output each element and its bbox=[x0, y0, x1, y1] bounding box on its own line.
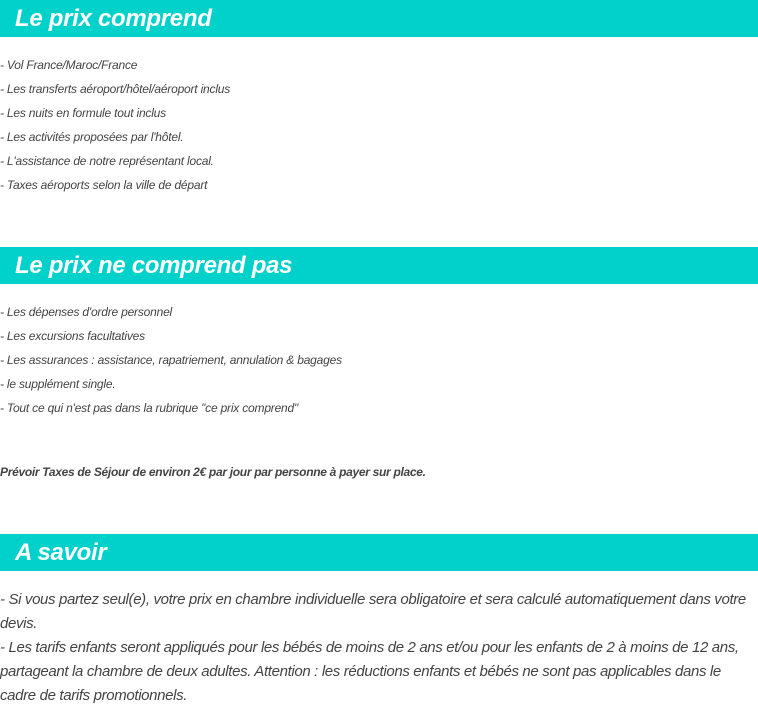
list-item: - Tout ce qui n'est pas dans la rubrique "ce prix comprend" bbox=[0, 401, 299, 415]
list-item: - Taxes aéroports selon la ville de départ bbox=[0, 178, 208, 192]
tourist-tax-note: Prévoir Taxes de Séjour de environ 2€ par jour par personne à payer sur place. bbox=[0, 465, 426, 479]
section-header-prix-comprend bbox=[0, 0, 758, 37]
list-item: - Les transferts aéroport/hôtel/aéroport inclus bbox=[0, 82, 231, 96]
excluded-list bbox=[0, 300, 342, 420]
list-item: - Les nuits en formule tout inclus bbox=[0, 106, 166, 120]
children-rates-info: - Les tarifs enfants seront appliqués pour les bébés de moins de 2 ans et/ou pour les enfants de 2 à moins de 12 ans, partageant la chambre de deux adultes. Attention : les réductions enfants et bébés ne sont pas applicables dans le cadre de tarifs promotionnels. bbox=[0, 639, 739, 704]
list-item: - le supplément single. bbox=[0, 377, 116, 391]
section-title-prix-ne-comprend-pas: Le prix ne comprend pas bbox=[15, 252, 293, 279]
included-list bbox=[0, 53, 230, 197]
list-item: - L'assistance de notre représentant local. bbox=[0, 154, 214, 168]
section-title-prix-comprend: Le prix comprend bbox=[15, 5, 212, 32]
list-item: - Vol France/Maroc/France bbox=[0, 58, 138, 72]
single-room-info: - Si vous partez seul(e), votre prix en chambre individuelle sera obligatoire et sera calculé automatiquement dans votre devis. bbox=[0, 591, 746, 632]
list-item: - Les excursions facultatives bbox=[0, 329, 145, 343]
section-title-a-savoir: A savoir bbox=[15, 539, 107, 566]
list-item: - Les activités proposées par l'hôtel. bbox=[0, 130, 184, 144]
section-header-prix-ne-comprend-pas bbox=[0, 247, 758, 284]
list-item: - Les dépenses d'ordre personnel bbox=[0, 305, 173, 319]
list-item: - Les assurances : assistance, rapatriement, annulation & bagages bbox=[0, 353, 342, 367]
section-header-a-savoir bbox=[0, 534, 758, 571]
